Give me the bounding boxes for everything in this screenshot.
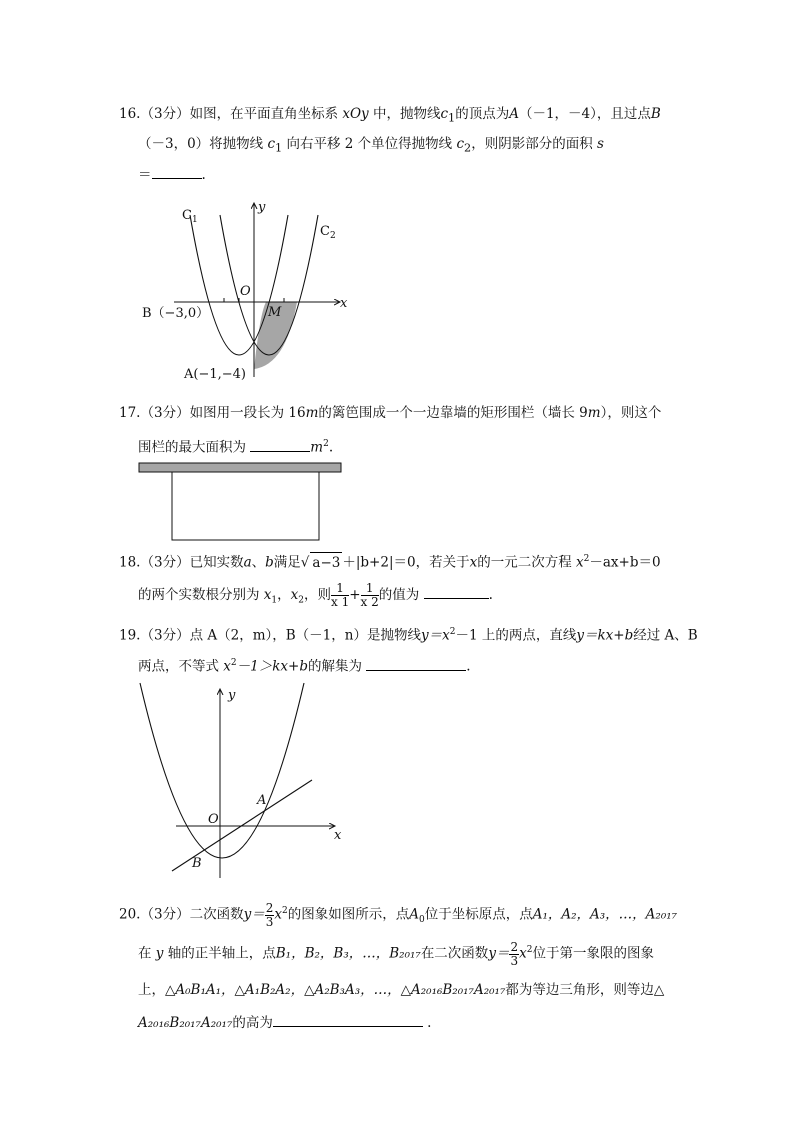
parabola <box>140 683 304 858</box>
fraction-1: $\frac{1}{x 1}$ <box>331 581 350 609</box>
answer-blank <box>250 437 310 452</box>
label-origin: O <box>240 284 251 299</box>
answer-blank <box>273 1012 423 1027</box>
label-y: y <box>228 688 236 703</box>
q18-line1: 18.（3分）已知实数a、b满足√ a−3 ＋|b+2|＝0，若关于x的一元二次方程 $x^2-ax+b=0$ <box>119 549 661 573</box>
answer-blank <box>152 164 202 179</box>
answer-blank <box>366 656 466 671</box>
q17-figure <box>138 460 348 540</box>
q16-number: 16. <box>119 106 141 122</box>
answer-blank <box>424 584 489 599</box>
label-c1: $C_1$ <box>182 208 198 225</box>
label-y: y <box>258 200 266 215</box>
q20-line2: 在 y 轴的正半轴上，点B₁，B₂，B₃，…，B₂₀₁₇在二次函数y＝ $\frac{2}{3}$ $x^2$位于第一象限的图象 <box>138 939 654 968</box>
label-x: x <box>340 296 348 311</box>
q16-line3: ＝ . <box>138 164 206 185</box>
label-a: A(−1,−4) <box>184 367 246 382</box>
q17-line1: 17.（3分）如图用一段长为 16m的篱笆围成一个一边靠墙的矩形围栏（墙长 9m），则这个 <box>119 405 662 421</box>
q19-figure <box>140 683 350 883</box>
q17-line2: 围栏的最大面积为 $m^2$. <box>138 434 333 458</box>
q20-line3: 上，△A₀B₁A₁，△A₁B₂A₂，△A₂B₃A₃，…，△A₂₀₁₆B₂₀₁₇A₂₀₁₇都为等边三角形，则等边△ <box>138 982 665 998</box>
label-origin: O <box>208 812 219 827</box>
q18-line2: 的两个实数根分别为 $x_1$，$x_2$，则 $\frac{1}{x 1}$ + $\frac{1}{x 2}$ 的值为 . <box>138 581 493 609</box>
fraction-two-thirds: $\frac{2}{3}$ <box>510 939 519 968</box>
label-x: x <box>334 828 342 843</box>
fraction-2: $\frac{1}{x 2}$ <box>360 581 379 609</box>
q16-score: （3分） <box>140 106 190 122</box>
fence-rectangle <box>172 472 319 540</box>
q20-line1: 20.（3分）二次函数y＝ $\frac{2}{3}$ $x^2$的图象如图所示，点$A_0$位于坐标原点，点A₁，A₂，A₃，…，A₂₀₁₇ <box>119 900 678 929</box>
label-m: M <box>268 305 282 320</box>
q20-line4: A₂₀₁₆B₂₀₁₇A₂₀₁₇的高为 . <box>138 1012 431 1033</box>
label-a: A <box>257 793 267 808</box>
q19-line1: 19.（3分）点 A（2，m），B（－1，n）是抛物线$y=x^2-1$ 上的两点，直线y＝kx+b经过 A、B <box>119 627 698 644</box>
fraction-two-thirds: $\frac{2}{3}$ <box>265 900 274 929</box>
q19-line2: 两点，不等式 $x^2-1>kx+b$的解集为 . <box>138 653 471 677</box>
q16-figure <box>140 195 370 385</box>
label-c2: $C_2$ <box>320 224 336 241</box>
q16-line1: 16.（3分）如图，在平面直角坐标系 xOy 中，抛物线$c_1$的顶点为A（－1，－4），且过点B <box>119 106 661 125</box>
label-b: B <box>192 856 202 871</box>
q16-line2: （－3，0）将抛物线 $c_1$ 向右平移 2 个单位得抛物线 $c_2$，则阴影部分的面积 s <box>138 136 604 155</box>
label-b: B（−3,0） <box>142 306 210 321</box>
wall <box>139 463 341 472</box>
